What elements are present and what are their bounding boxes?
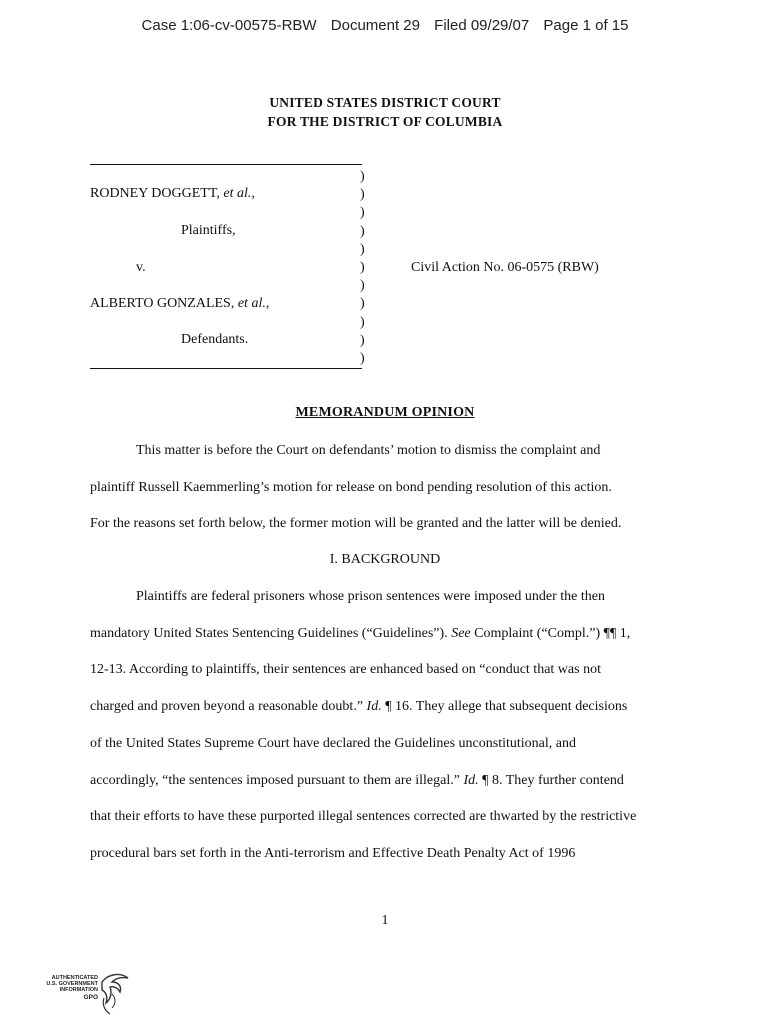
paragraph-line: of the United States Supreme Court have declared the Guidelines unconstitutional, and [90,736,576,751]
filing-header [0,17,770,34]
civil-action-number: Civil Action No. 06-0575 (RBW) [411,260,599,275]
paragraph-line: Plaintiffs are federal prisoners whose prison sentences were imposed under the then [136,589,605,604]
page-number: 1 [381,913,389,928]
eagle-icon [98,972,132,1016]
paragraph-line: 12-13. According to plaintiffs, their sentences are enhanced based on “conduct that was not [90,662,601,677]
versus-label: v. [136,260,146,275]
paragraph-line: charged and proven beyond a reasonable doubt.” Id. ¶ 16. They allege that subsequent decisions [90,699,628,714]
paragraph-line: that their efforts to have these purported illegal sentences corrected are thwarted by the restrictive [90,809,637,824]
caption-bottom-rule [90,368,362,369]
plaintiff-name: RODNEY DOGGETT, et al., [90,186,255,201]
section-heading: I. BACKGROUND [329,552,441,567]
paragraph-line: plaintiff Russell Kaemmerling’s motion for release on bond pending resolution of this action. [90,480,612,495]
filed-date: Filed 09/29/07 [434,17,530,34]
defendants-label: Defendants. [181,332,249,347]
document-number: Document 29 [330,17,420,34]
caption-parens: ) ) ) ) ) ) ) ) ) ) ) [360,169,365,367]
court-name-line1: UNITED STATES DISTRICT COURT [269,95,501,110]
paragraph-line: mandatory United States Sentencing Guidelines (“Guidelines”). See Complaint (“Compl.”) ¶¶ 1, [90,626,631,641]
paragraph-line: procedural bars set forth in the Anti-terrorism and Effective Death Penalty Act of 1996 [90,846,576,861]
court-name-line2: FOR THE DISTRICT OF COLUMBIA [267,114,503,129]
defendant-name: ALBERTO GONZALES, et al., [90,296,270,311]
paragraph-line: accordingly, “the sentences imposed pursuant to them are illegal.” Id. ¶ 8. They further contend [90,773,624,788]
paragraph-line: For the reasons set forth below, the former motion will be granted and the latter will be denied. [90,516,622,531]
caption-top-rule [90,164,362,165]
plaintiffs-label: Plaintiffs, [181,223,236,238]
document-title: MEMORANDUM OPINION [295,405,475,420]
gpo-authentication-logo: AUTHENTICATED U.S. GOVERNMENT INFORMATION GPO [44,972,134,1016]
page-indicator: Page 1 of 15 [543,17,629,34]
case-number: Case 1:06-cv-00575-RBW [141,17,317,34]
paragraph-line: This matter is before the Court on defendants’ motion to dismiss the complaint and [136,443,601,458]
